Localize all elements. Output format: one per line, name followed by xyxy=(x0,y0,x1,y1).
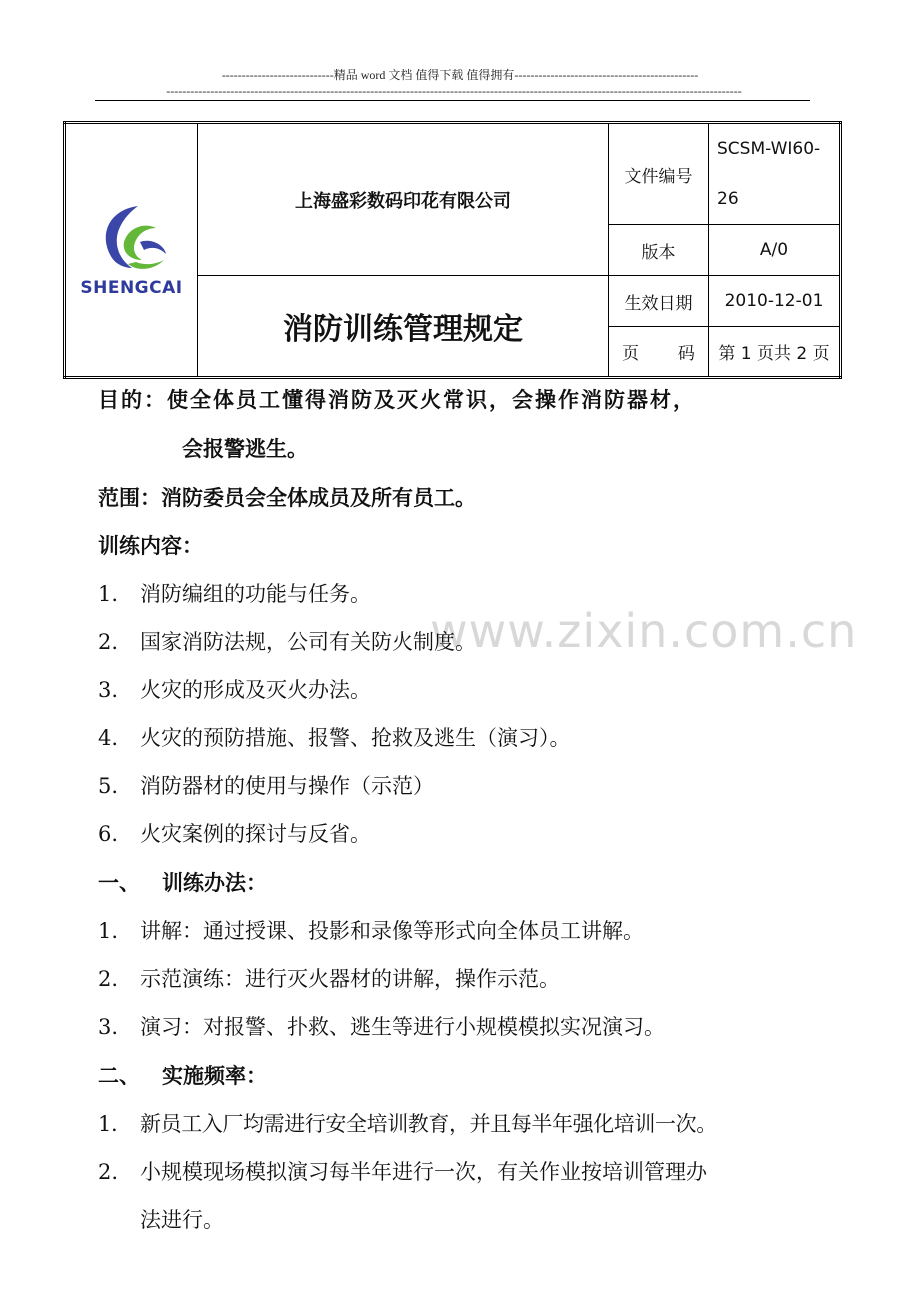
list-item xyxy=(98,722,571,752)
section-title: 训练办法： xyxy=(162,871,267,895)
logo-text: SHENGCAI xyxy=(80,278,183,298)
purpose-line1: 目的：使全体员工懂得消防及灭火常识，会操作消防器材， xyxy=(98,388,696,412)
file-number-label: 文件编号 xyxy=(609,123,709,225)
effective-date-label: 生效日期 xyxy=(609,276,709,327)
item-text: 消防器材的使用与操作（示范） xyxy=(140,774,434,798)
purpose-line2: 会报警逃生。 xyxy=(182,437,308,461)
item-number: 1. xyxy=(98,1112,118,1136)
company-logo-icon xyxy=(94,202,170,276)
list-item xyxy=(98,578,371,608)
item-number: 3. xyxy=(98,1015,119,1039)
list-item xyxy=(98,674,371,704)
list-item xyxy=(98,818,371,848)
item-text: 消防编组的功能与任务。 xyxy=(140,582,371,606)
document-title: 消防训练管理规定 xyxy=(198,276,609,378)
content-heading: 训练内容： xyxy=(98,534,203,558)
item-number: 6. xyxy=(98,822,119,846)
section-heading-methods xyxy=(98,867,267,897)
list-item xyxy=(98,1156,707,1186)
item-text: 国家消防法规，公司有关防火制度。 xyxy=(140,630,476,654)
section-number: 二、 xyxy=(98,1064,140,1088)
list-item-continuation: 法进行。 xyxy=(140,1208,224,1232)
item-text: 示范演练：进行灭火器材的讲解，操作示范。 xyxy=(140,967,560,991)
version-value: A/0 xyxy=(709,225,841,276)
page-label xyxy=(609,327,709,378)
item-text: 火灾的预防措施、报警、抢救及逃生（演习）。 xyxy=(140,726,571,750)
item-text: 演习：对报警、扑救、逃生等进行小规模模拟实况演习。 xyxy=(140,1015,665,1039)
item-text: 火灾的形成及灭火办法。 xyxy=(140,678,371,702)
item-number: 3. xyxy=(98,678,119,702)
effective-date-value: 2010-12-01 xyxy=(709,276,841,327)
item-text: 小规模现场模拟演习每半年进行一次，有关作业按培训管理办 xyxy=(140,1160,707,1184)
item-text: 讲解：通过授课、投影和录像等形式向全体员工讲解。 xyxy=(140,919,644,943)
list-item xyxy=(98,626,476,656)
list-item xyxy=(98,915,644,945)
header-rule xyxy=(95,100,810,101)
document-header-table xyxy=(63,121,842,379)
page-label-part1: 页 xyxy=(622,344,640,364)
item-number: 4. xyxy=(98,726,119,750)
watermark: www.zixin.com.cn xyxy=(430,604,858,658)
item-number: 1. xyxy=(98,919,119,943)
company-name: 上海盛彩数码印花有限公司 xyxy=(198,123,609,276)
list-item xyxy=(98,963,560,993)
file-number-value-line2: 26 xyxy=(717,189,739,209)
item-number: 5. xyxy=(98,774,119,798)
section-number: 一、 xyxy=(98,871,140,895)
list-item xyxy=(98,770,434,800)
scope-line: 范围：消防委员会全体成员及所有员工。 xyxy=(98,486,476,510)
list-item xyxy=(98,1011,665,1041)
list-item xyxy=(98,1108,717,1138)
file-number-value-line1: SCSM-WI60- xyxy=(717,139,821,159)
item-number: 2. xyxy=(98,967,119,991)
file-number-value xyxy=(709,123,841,225)
item-text: 火灾案例的探讨与反省。 xyxy=(140,822,371,846)
item-number: 2. xyxy=(98,630,119,654)
logo-cell xyxy=(65,123,198,378)
top-header-line: ----------------------------精品 word 文档 值得下载 值得拥有---------------------------------------------- xyxy=(221,68,699,82)
item-text: 新员工入厂均需进行安全培训教育，并且每半年强化培训一次。 xyxy=(140,1112,717,1136)
page-label-part2: 码 xyxy=(677,344,695,364)
section-title: 实施频率： xyxy=(162,1064,267,1088)
item-number: 1. xyxy=(98,582,119,606)
item-number: 2. xyxy=(98,1160,119,1184)
top-header-dashes: ------------------------------------------------------------------------------------------------------------------------------------------------ xyxy=(166,84,742,98)
section-heading-frequency xyxy=(98,1060,267,1090)
page-value: 第 1 页共 2 页 xyxy=(709,327,841,378)
version-label: 版本 xyxy=(609,225,709,276)
